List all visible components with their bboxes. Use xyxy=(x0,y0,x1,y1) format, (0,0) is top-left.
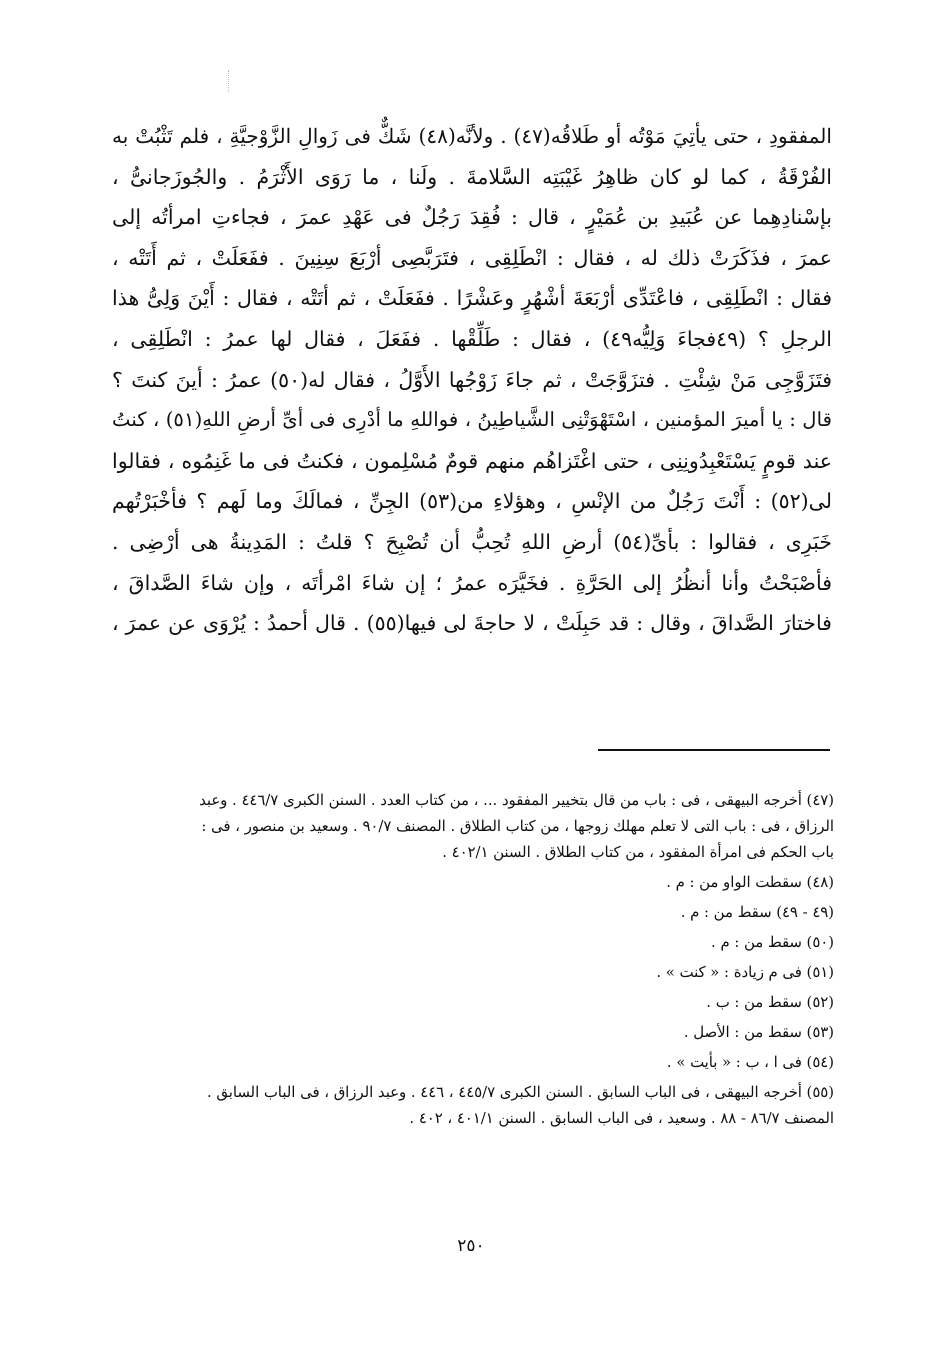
footnote-55-line-1: (٥٥) أخرجه البيهقى ، فى الباب السابق . السنن الكبرى ٤٤٥/٧ ، ٤٤٦ . وعبد الرزاق ، فى الباب السابق . xyxy=(206,1084,834,1101)
text-line-4: عمرَ ، فذَكَرَتْ ذلك له ، فقال : انْطَلِقِى ، فتَرَبَّصِى أرْبَعَ سِنِينَ . ففَعَلَتْ ، ثم أَتَتْه ، xyxy=(112,245,832,270)
main-text xyxy=(112,116,832,644)
footnote-47-line-1: (٤٧) أخرجه البيهقى ، فى : باب من قال بتخيير المفقود ... ، من كتاب العدد . السنن الكبرى ٤٤٦/٧ . وعبد xyxy=(199,792,834,809)
text-line-9: عند قومٍ يَسْتَعْبِدُونِنِى ، حتى اغْتَزاهُم منهم قومٌ مُسْلِمون ، فكنتُ فى ما غَنِمُوه ، فقالوا xyxy=(112,448,832,473)
footnote-49: (٤٩ - ٤٩) سقط من : م . xyxy=(680,904,834,921)
footnote-55-line-2: المصنف ٨٦/٧ - ٨٨ . وسعيد ، فى الباب السابق . السنن ٤٠١/١ ، ٤٠٢ . xyxy=(409,1110,834,1127)
footnote-50: (٥٠) سقط من : م . xyxy=(711,934,834,951)
text-line-3: بإسْنادِهِما عن عُبَيدِ بن عُمَيْرٍ ، قال : فُقِدَ رَجُلٌ فى عَهْدِ عمرَ ، فجاءتِ امرأتُه إلى xyxy=(112,205,832,230)
footnote-52: (٥٢) سقط من : ب . xyxy=(706,994,834,1011)
page-number: ٢٥٠ xyxy=(457,1236,485,1256)
text-line-5: فقال : انْطَلِقِى ، فاعْتَدِّى أرْبَعَةَ أشْهُرٍ وعَشْرًا . ففَعَلَتْ ، ثم أتَتْه ، فقال : أَيْنَ وَلِىُّ هذا xyxy=(112,286,832,311)
text-line-7: فتَزَوَّجِى مَنْ شِئْتِ . فتزَوَّجَتْ ، ثم جاءَ زَوْجُها الأَوَّلُ ، فقال له(٥٠) عمرُ : أينَ كنتَ ؟ xyxy=(112,367,832,392)
footnote-51: (٥١) فى م زيادة : « كنت » . xyxy=(656,964,834,981)
scan-mark xyxy=(228,70,232,92)
text-line-8: قال : يا أميرَ المؤمنين ، اسْتَهْوَتْنِى الشَّياطِينُ ، فواللهِ ما أدْرِى فى أىِّ أرضِ اللهِ(٥١) ، كنتُ xyxy=(112,408,832,432)
footnote-separator xyxy=(598,749,830,751)
text-line-6: الرجلِ ؟ (٤٩فجاءَ وَلِيُّه٤٩) ، فقال : طَلِّقْها . ففَعَلَ ، فقال لها عمرُ : انْطَلِقِى ، xyxy=(112,326,832,351)
text-line-10: لى(٥٢) : أَنْتَ رَجُلٌ من الإنْسِ ، وهؤلاءِ من(٥٣) الجِنِّ ، فمالَكَ وما لَهم ؟ فأخْبَرْتُهم xyxy=(112,489,832,514)
text-line-2: الفُرْقَةُ ، كما لو كان ظاهِرُ غَيْبَتِه السَّلامةَ . ولَنا ، ما رَوَى الأَثْرَمُ . والجُوزَجانىُّ ، xyxy=(112,164,832,189)
text-line-12: فأصْبَحْتُ وأنا أنظُرُ إلى الحَرَّةِ . فخَيَّرَه عمرُ ؛ إن شاءَ امْرأتَه ، وإن شاءَ الصَّداقَ ، xyxy=(112,570,832,595)
footnote-48: (٤٨) سقطت الواو من : م . xyxy=(666,874,834,891)
text-line-11: خَبَرِى ، فقالوا : بأىِّ(٥٤) أرضِ اللهِ تُحِبُّ أن تُصْبِحَ ؟ قلتُ : المَدِينةُ هى أرْضِى . xyxy=(112,529,832,554)
footnote-53: (٥٣) سقط من : الأصل . xyxy=(683,1024,834,1041)
footnotes xyxy=(112,788,834,1132)
footnote-47-line-3: باب الحكم فى امرأة المفقود ، من كتاب الطلاق . السنن ٤٠٢/١ . xyxy=(442,844,834,861)
text-line-13: فاختارَ الصَّداقَ ، وقال : قد حَبِلَتْ ، لا حاجةَ لى فيها(٥٥) . قال أحمدُ : يُرْوَى عن عمرَ ، xyxy=(112,611,832,636)
footnote-47-line-2: الرزاق ، فى : باب التى لا تعلم مهلك زوجها ، من كتاب الطلاق . المصنف ٩٠/٧ . وسعيد بن منصور ، فى : xyxy=(201,818,834,835)
footnote-54: (٥٤) فى ا ، ب : « بأيت » . xyxy=(666,1054,834,1071)
text-line-1: المفقودِ ، حتى يأتِيَ مَوْتُه أو طَلاقُه(٤٧) . ولأنَّه(٤٨) شَكٌّ فى زَوالِ الزَّوْجيَّةِ ، فلم تَثْبُتْ به xyxy=(112,124,832,148)
